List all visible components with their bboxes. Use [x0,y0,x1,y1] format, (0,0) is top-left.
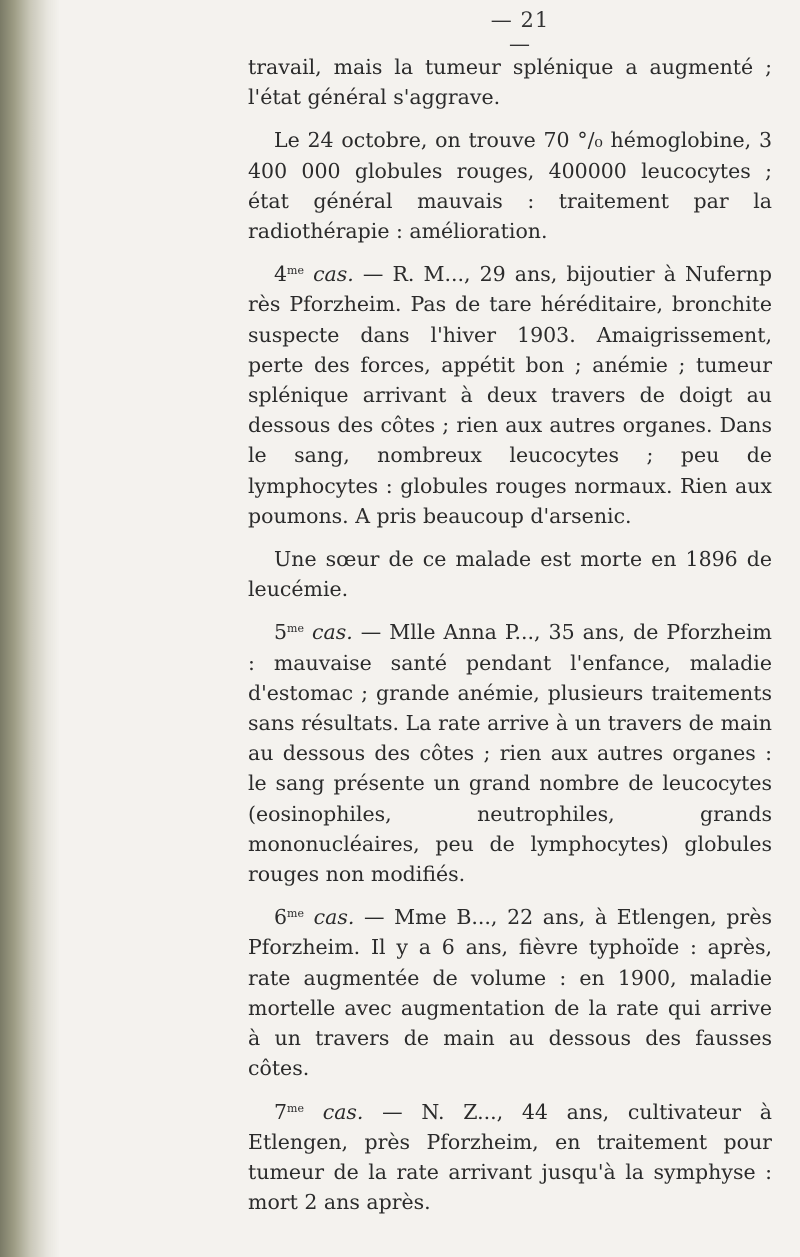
case-ordinal-suffix: me [287,622,304,636]
case-ordinal-suffix: me [287,264,304,278]
paragraph-sister [248,544,772,604]
case-label: cas. [304,620,353,645]
paragraph-text: — Mme B..., 22 ans, à Etlengen, près Pforzheim. Il y a 6 ans, fièvre typhoïde : après, rate augmentée de volume : en 1900, maladie mortelle avec augmentation de la rate qui arrive à un travers de main au dessous des fausses côtes. [248,905,772,1081]
case-ordinal-suffix: me [287,1101,304,1115]
paragraph-text: — N. Z..., 44 ans, cultivateur à Etlengen, près Pforzheim, en traitement pour tumeur de la rate arrivant jusqu'à la symphyse : mort 2 ans après. [248,1099,772,1215]
page-number: — 21 — [490,8,550,56]
page-edge-shadow [0,0,60,1257]
case-7-paragraph [248,1097,772,1218]
paragraph-1 [248,52,772,112]
case-6-paragraph [248,902,772,1083]
case-5-paragraph [248,617,772,889]
case-ordinal-suffix: me [287,907,304,921]
case-number: 6 [274,905,288,930]
paragraph-text: — R. M..., 29 ans, bijoutier à Nufernp rès Pforzheim. Pas de tare héréditaire, bronchite suspecte dans l'hiver 1903. Amaigrissement, perte des forces, appétit bon ; anémie ; tumeur splénique arrivant à deux travers de doigt au dessous des côtes ; rien aux autres organes. Dans le sang, nombreux leucocytes ; peu de lymphocytes : globules rouges normaux. Rien aux poumons. A pris beaucoup d'arsenic. [248,262,772,528]
case-4-paragraph [248,259,772,531]
case-label: cas. [304,905,355,930]
document-body [248,52,772,1217]
case-number: 5 [274,620,288,645]
paragraph-text: travail, mais la tumeur splénique a augmenté ; l'état général s'aggrave. [248,55,772,110]
case-label: cas. [304,262,354,287]
case-number: 4 [274,262,288,287]
paragraph-text: Le 24 octobre, on trouve 70 °/₀ hémoglobine, 3 400 000 globules rouges, 400000 leucocytes ; état général mauvais : traitement par la radiothérapie : amélioration. [248,128,772,244]
paragraph-text: Une sœur de ce malade est morte en 1896 de leucémie. [248,547,772,602]
paragraph-text: — Mlle Anna P..., 35 ans, de Pforzheim : mauvaise santé pendant l'enfance, maladie d'estomac ; grande anémie, plusieurs traitements sans résultats. La rate arrive à un travers de main au dessous des côtes ; rien aux autres organes : le sang présente un grand nombre de leucocytes (eosinophiles, neutrophiles, grands mononucléaires, peu de lymphocytes) globules rouges non modifiés. [248,620,772,887]
paragraph-2 [248,125,772,246]
case-number: 7 [274,1099,288,1124]
case-label: cas. [304,1099,364,1124]
